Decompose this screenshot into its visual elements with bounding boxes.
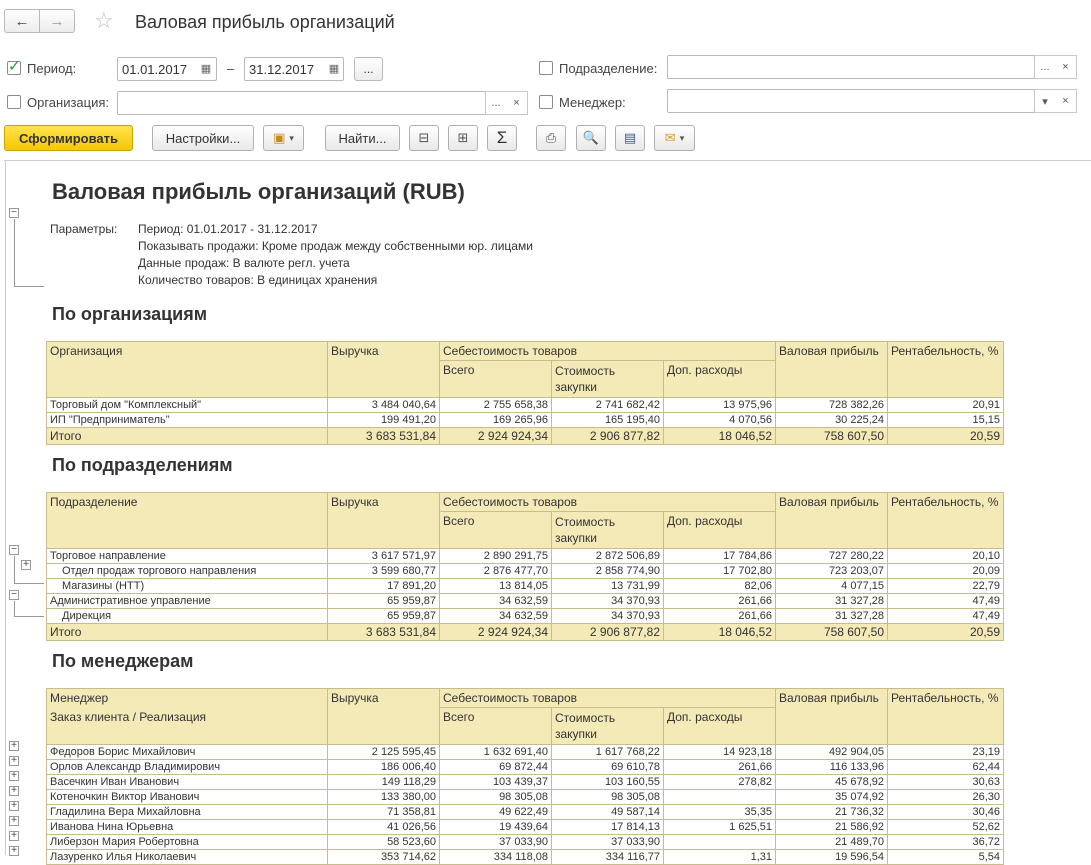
expand-manager-icon[interactable]: + (9, 801, 19, 811)
organization-checkbox[interactable] (7, 95, 21, 109)
section-title-div: По подразделениям (52, 455, 233, 475)
expand-manager-icon[interactable]: + (9, 816, 19, 826)
table-row[interactable] (47, 398, 1004, 413)
col-profitability: Рентабельность, % (888, 342, 1004, 398)
expand-manager-icon[interactable]: + (9, 831, 19, 841)
cell-revenue: 3 683 531,84 (328, 624, 440, 641)
cell-revenue: 3 484 040,64 (328, 398, 440, 413)
calendar-from-icon[interactable]: ▦ (200, 62, 212, 75)
cell-gross: 728 382,26 (776, 398, 888, 413)
report-variants-icon: ▣ (273, 130, 286, 145)
collapse-admin-icon[interactable]: − (9, 590, 19, 600)
cell-prof: 20,59 (888, 624, 1004, 641)
row-name: Магазины (НТТ) (47, 579, 328, 594)
cell-total: 2 755 658,38 (440, 398, 552, 413)
collapse-params-icon[interactable]: − (9, 208, 19, 218)
organization-label: Организация: (27, 95, 110, 110)
cell-gross: 35 074,92 (776, 790, 888, 805)
col-division: Подразделение (47, 493, 328, 549)
cell-extra: 1,31 (664, 850, 776, 865)
cell-extra: 17 702,80 (664, 564, 776, 579)
cell-extra: 261,66 (664, 594, 776, 609)
col-order: Заказ клиента / Реализация (47, 708, 328, 745)
group-line (14, 219, 15, 286)
division-table (46, 492, 1004, 641)
cell-prof: 20,91 (888, 398, 1004, 413)
cell-gross: 45 678,92 (776, 775, 888, 790)
cell-purchase: 49 587,14 (552, 805, 664, 820)
row-name: Орлов Александр Владимирович (47, 760, 328, 775)
cell-prof: 47,49 (888, 594, 1004, 609)
cell-purchase: 2 858 774,90 (552, 564, 664, 579)
cell-revenue: 186 006,40 (328, 760, 440, 775)
cell-total: 2 890 291,75 (440, 549, 552, 564)
col-cost-total: Всего (440, 708, 552, 745)
cell-revenue: 149 118,29 (328, 775, 440, 790)
col-cost-total: Всего (440, 361, 552, 398)
envelope-icon: ✉ (664, 130, 676, 145)
cell-gross: 21 586,92 (776, 820, 888, 835)
group-line (14, 601, 15, 616)
division-clear-icon[interactable]: × (1055, 55, 1077, 79)
table-row[interactable] (47, 609, 1004, 624)
cell-extra: 18 046,52 (664, 428, 776, 445)
period-label: Период: (27, 61, 77, 76)
group-line (14, 286, 44, 287)
col-profitability: Рентабельность, % (888, 689, 1004, 745)
cell-prof: 30,46 (888, 805, 1004, 820)
cell-purchase: 98 305,08 (552, 790, 664, 805)
cell-extra (664, 835, 776, 850)
generate-button[interactable]: Сформировать (4, 125, 133, 151)
row-name: Котеночкин Виктор Иванович (47, 790, 328, 805)
col-profitability: Рентабельность, % (888, 493, 1004, 549)
cell-total: 34 632,59 (440, 609, 552, 624)
cell-extra: 261,66 (664, 760, 776, 775)
cell-prof: 22,79 (888, 579, 1004, 594)
group-line (14, 616, 44, 617)
date-to-input[interactable]: 31.12.2017 (244, 57, 344, 81)
cell-gross: 31 327,28 (776, 594, 888, 609)
col-gross: Валовая прибыль (776, 342, 888, 398)
cell-total: 19 439,64 (440, 820, 552, 835)
date-from-input[interactable]: 01.01.2017 (117, 57, 217, 81)
cell-gross: 30 225,24 (776, 413, 888, 428)
table-row[interactable] (47, 594, 1004, 609)
total-label: Итого (47, 428, 328, 445)
cell-revenue: 17 891,20 (328, 579, 440, 594)
cell-purchase: 34 370,93 (552, 609, 664, 624)
cell-total: 98 305,08 (440, 790, 552, 805)
section-title-mgr: По менеджерам (52, 651, 194, 671)
cell-total: 169 265,96 (440, 413, 552, 428)
cell-gross: 758 607,50 (776, 624, 888, 641)
calendar-to-icon[interactable]: ▦ (328, 62, 340, 75)
cell-total: 2 924 924,34 (440, 624, 552, 641)
col-manager: Менеджер (47, 689, 328, 708)
org-table (46, 341, 1004, 445)
param-show-sales: Показывать продажи: Кроме продаж между собственными юр. лицами (138, 239, 533, 253)
row-name: Иванова Нина Юрьевна (47, 820, 328, 835)
param-sales-data: Данные продаж: В валюте регл. учета (138, 256, 350, 270)
cell-extra: 13 975,96 (664, 398, 776, 413)
col-gross: Валовая прибыль (776, 493, 888, 549)
organization-clear-icon[interactable]: × (506, 91, 528, 115)
col-purchase-cost: Стоимость закупки (552, 708, 664, 745)
cell-revenue: 65 959,87 (328, 609, 440, 624)
cell-purchase: 2 906 877,82 (552, 624, 664, 641)
table-row[interactable] (47, 820, 1004, 835)
cell-revenue: 3 599 680,77 (328, 564, 440, 579)
report-title: Валовая прибыль организаций (RUB) (52, 179, 465, 204)
cell-revenue: 353 714,62 (328, 850, 440, 865)
row-name: Федоров Борис Михайлович (47, 745, 328, 760)
row-name: Дирекция (47, 609, 328, 624)
cell-total: 2 876 477,70 (440, 564, 552, 579)
total-label: Итого (47, 624, 328, 641)
row-name: Торговый дом "Комплексный" (47, 398, 328, 413)
find-button[interactable]: Найти... (325, 125, 400, 151)
cell-prof: 20,09 (888, 564, 1004, 579)
expand-sales-dept-icon[interactable]: + (21, 560, 31, 570)
cell-gross: 116 133,96 (776, 760, 888, 775)
col-purchase-cost: Стоимость закупки (552, 512, 664, 549)
division-input[interactable] (667, 55, 1035, 79)
cell-prof: 36,72 (888, 835, 1004, 850)
cell-total: 49 622,49 (440, 805, 552, 820)
table-row[interactable] (47, 805, 1004, 820)
cell-prof: 20,59 (888, 428, 1004, 445)
table-row[interactable] (47, 850, 1004, 865)
cell-revenue: 41 026,56 (328, 820, 440, 835)
cell-gross: 723 203,07 (776, 564, 888, 579)
section-title-org: По организациям (52, 304, 208, 324)
cell-extra: 17 784,86 (664, 549, 776, 564)
cell-extra: 82,06 (664, 579, 776, 594)
col-gross: Валовая прибыль (776, 689, 888, 745)
expand-manager-icon[interactable]: + (9, 756, 19, 766)
cell-prof: 62,44 (888, 760, 1004, 775)
table-row[interactable] (47, 760, 1004, 775)
col-revenue: Выручка (328, 689, 440, 745)
cell-extra: 1 625,51 (664, 820, 776, 835)
cell-gross: 492 904,05 (776, 745, 888, 760)
table-row[interactable] (47, 835, 1004, 850)
cell-gross: 4 077,15 (776, 579, 888, 594)
cell-extra: 35,35 (664, 805, 776, 820)
cell-extra: 261,66 (664, 609, 776, 624)
row-name: Гладилина Вера Михайловна (47, 805, 328, 820)
total-row[interactable] (47, 624, 1004, 641)
total-row[interactable] (47, 428, 1004, 445)
cell-revenue: 58 523,60 (328, 835, 440, 850)
cell-gross: 19 596,54 (776, 850, 888, 865)
cell-extra: 18 046,52 (664, 624, 776, 641)
cell-total: 13 814,05 (440, 579, 552, 594)
caret-down-icon: ▾ (679, 132, 685, 143)
row-name: Торговое направление (47, 549, 328, 564)
settings-button[interactable]: Настройки... (152, 125, 254, 151)
col-cost-total: Всего (440, 512, 552, 549)
collapse-icon: ⊟ (418, 130, 430, 145)
expand-manager-icon[interactable]: + (9, 786, 19, 796)
cell-gross: 21 736,32 (776, 805, 888, 820)
cell-prof: 26,30 (888, 790, 1004, 805)
window-title: Валовая прибыль организаций (135, 12, 395, 32)
cell-total: 69 872,44 (440, 760, 552, 775)
cell-purchase: 334 116,77 (552, 850, 664, 865)
manager-dropdown-icon[interactable]: ▾ (1034, 89, 1056, 113)
cell-purchase: 69 610,78 (552, 760, 664, 775)
cell-purchase: 34 370,93 (552, 594, 664, 609)
favorite-star-icon[interactable]: ☆ (94, 8, 114, 33)
cell-total: 2 924 924,34 (440, 428, 552, 445)
cell-purchase: 2 872 506,89 (552, 549, 664, 564)
back-button[interactable] (4, 9, 40, 33)
manager-label: Менеджер: (559, 95, 626, 110)
group-line (14, 556, 15, 583)
cell-revenue: 133 380,00 (328, 790, 440, 805)
print-button[interactable] (536, 125, 566, 151)
table-row[interactable] (47, 579, 1004, 594)
cell-gross: 758 607,50 (776, 428, 888, 445)
cell-prof: 52,62 (888, 820, 1004, 835)
cell-revenue: 199 491,20 (328, 413, 440, 428)
cell-purchase: 13 731,99 (552, 579, 664, 594)
expand-groups-button[interactable] (448, 125, 478, 151)
cell-purchase: 2 741 682,42 (552, 398, 664, 413)
col-cost: Себестоимость товаров (440, 493, 776, 512)
param-goods-qty: Количество товаров: В единицах хранения (138, 273, 378, 287)
grouping-gutter (5, 161, 6, 855)
save-icon: ▤ (623, 130, 637, 145)
save-button[interactable] (615, 125, 645, 151)
col-extra: Доп. расходы (664, 512, 776, 549)
cell-revenue: 3 617 571,97 (328, 549, 440, 564)
send-email-button[interactable] (654, 125, 695, 151)
cell-revenue: 2 125 595,45 (328, 745, 440, 760)
expand-manager-icon[interactable]: + (9, 741, 19, 751)
row-name: Либерзон Мария Робертовна (47, 835, 328, 850)
row-name: Отдел продаж торгового направления (47, 564, 328, 579)
table-row[interactable] (47, 790, 1004, 805)
manager-clear-icon[interactable]: × (1055, 89, 1077, 113)
cell-total: 37 033,90 (440, 835, 552, 850)
cell-total: 1 632 691,40 (440, 745, 552, 760)
expand-icon: ⊞ (457, 130, 469, 145)
col-cost: Себестоимость товаров (440, 342, 776, 361)
caret-down-icon: ▾ (289, 132, 294, 143)
col-revenue: Выручка (328, 493, 440, 549)
cell-revenue: 3 683 531,84 (328, 428, 440, 445)
cell-prof: 15,15 (888, 413, 1004, 428)
printer-icon: ⎙ (545, 130, 557, 145)
expand-manager-icon[interactable]: + (9, 771, 19, 781)
cell-prof: 30,63 (888, 775, 1004, 790)
row-name: Васечкин Иван Иванович (47, 775, 328, 790)
row-name: ИП "Предприниматель" (47, 413, 328, 428)
col-extra: Доп. расходы (664, 708, 776, 745)
table-row[interactable] (47, 745, 1004, 760)
division-checkbox[interactable] (539, 61, 553, 75)
table-row[interactable] (47, 564, 1004, 579)
arrow-left-icon: ← (14, 12, 30, 30)
period-select-button[interactable]: ... (354, 57, 383, 81)
cell-purchase: 37 033,90 (552, 835, 664, 850)
cell-purchase: 165 195,40 (552, 413, 664, 428)
cell-purchase: 2 906 877,82 (552, 428, 664, 445)
cell-total: 34 632,59 (440, 594, 552, 609)
forward-button[interactable] (39, 9, 75, 33)
col-cost: Себестоимость товаров (440, 689, 776, 708)
col-purchase-cost: Стоимость закупки (552, 361, 664, 398)
manager-table (46, 688, 1004, 865)
cell-purchase: 1 617 768,22 (552, 745, 664, 760)
arrow-right-icon: → (49, 12, 65, 30)
row-name: Административное управление (47, 594, 328, 609)
cell-revenue: 65 959,87 (328, 594, 440, 609)
col-revenue: Выручка (328, 342, 440, 398)
cell-prof: 47,49 (888, 609, 1004, 624)
sum-button[interactable]: Σ (487, 125, 517, 151)
division-label: Подразделение: (559, 61, 658, 76)
cell-purchase: 103 160,55 (552, 775, 664, 790)
collapse-trade-icon[interactable]: − (9, 545, 19, 555)
manager-input[interactable] (667, 89, 1035, 113)
row-name: Лазуренко Илья Николаевич (47, 850, 328, 865)
organization-select-button[interactable]: ... (485, 91, 507, 115)
cell-purchase: 17 814,13 (552, 820, 664, 835)
cell-total: 103 439,37 (440, 775, 552, 790)
manager-checkbox[interactable] (539, 95, 553, 109)
division-select-button[interactable]: ... (1034, 55, 1056, 79)
cell-extra: 14 923,18 (664, 745, 776, 760)
cell-prof: 5,54 (888, 850, 1004, 865)
group-line (14, 583, 44, 584)
expand-manager-icon[interactable]: + (9, 846, 19, 856)
params-label: Параметры: (50, 222, 118, 236)
cell-gross: 31 327,28 (776, 609, 888, 624)
cell-gross: 727 280,22 (776, 549, 888, 564)
cell-prof: 20,10 (888, 549, 1004, 564)
collapse-groups-button[interactable] (409, 125, 439, 151)
param-period: Период: 01.01.2017 - 31.12.2017 (138, 222, 318, 236)
cell-gross: 21 489,70 (776, 835, 888, 850)
variants-button[interactable] (263, 125, 304, 151)
report-area[interactable] (0, 161, 1091, 863)
table-row[interactable] (47, 413, 1004, 428)
organization-input[interactable] (117, 91, 486, 115)
preview-button[interactable] (576, 125, 606, 151)
cell-revenue: 71 358,81 (328, 805, 440, 820)
table-row[interactable] (47, 549, 1004, 564)
col-extra: Доп. расходы (664, 361, 776, 398)
period-dash: – (227, 61, 235, 76)
col-organization: Организация (47, 342, 328, 398)
table-row[interactable] (47, 775, 1004, 790)
preview-icon: 🔍 (582, 130, 600, 145)
cell-extra (664, 790, 776, 805)
cell-extra: 278,82 (664, 775, 776, 790)
cell-total: 334 118,08 (440, 850, 552, 865)
cell-extra: 4 070,56 (664, 413, 776, 428)
cell-prof: 23,19 (888, 745, 1004, 760)
period-checkbox[interactable] (7, 61, 21, 75)
